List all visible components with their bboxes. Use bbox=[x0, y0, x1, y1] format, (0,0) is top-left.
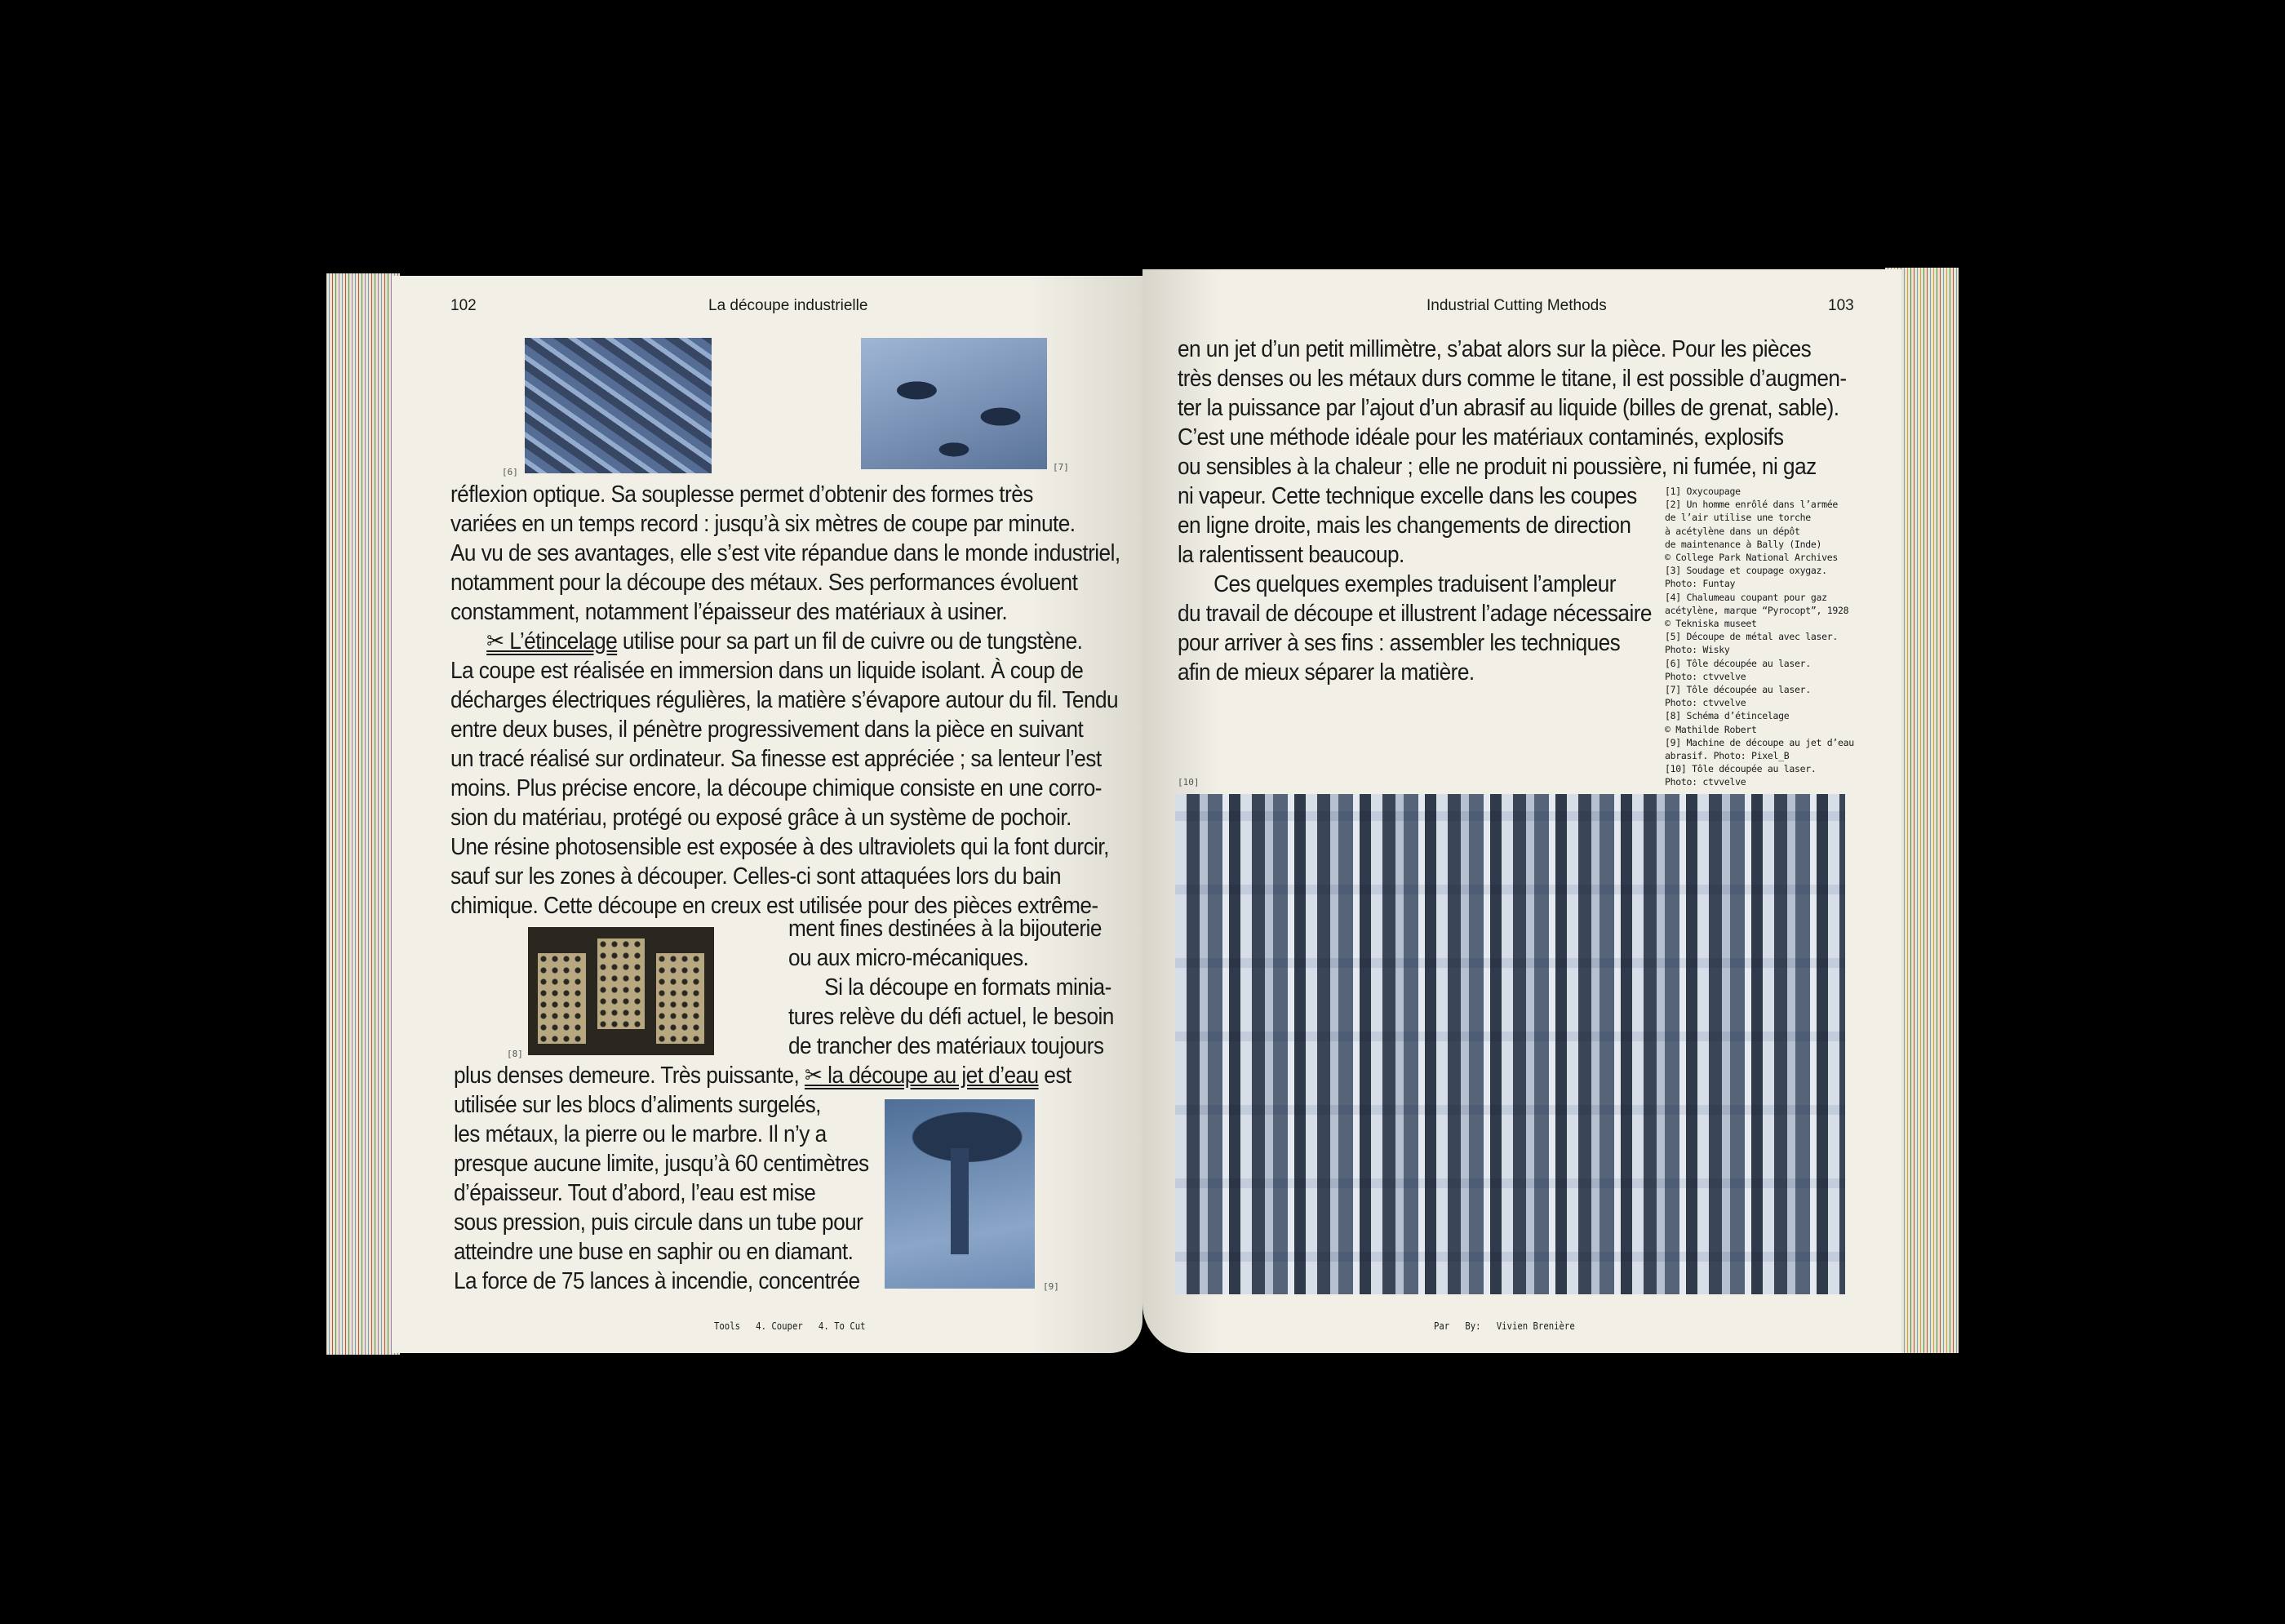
caption-line: [10] Tôle découpée au laser. bbox=[1665, 763, 1817, 775]
caption-line: [6] Tôle découpée au laser. bbox=[1665, 657, 1811, 669]
text-line: sous pression, puis circule dans un tube pour bbox=[454, 1209, 863, 1236]
caption-line: de l’air utilise une torche bbox=[1665, 512, 1811, 524]
running-head-left: La découpe industrielle bbox=[708, 297, 868, 314]
footer-left: Tools 4. Couper 4. To Cut bbox=[714, 1320, 866, 1332]
caption-line: Photo: ctvvelve bbox=[1665, 776, 1746, 788]
text-line: utilisée sur les blocs d’aliments surgelés, bbox=[454, 1092, 821, 1118]
text-line: un tracé réalisé sur ordinateur. Sa finesse est appréciée ; sa lenteur l’est bbox=[450, 746, 1102, 772]
text-line: ment fines destinées à la bijouterie bbox=[788, 916, 1102, 942]
text-line: en un jet d’un petit millimètre, s’abat alors sur la pièce. Pour les pièces bbox=[1178, 336, 1812, 362]
caption-line: [9] Machine de découpe au jet d’eau bbox=[1665, 736, 1854, 748]
text-line: ni vapeur. Cette technique excelle dans les coupes bbox=[1178, 483, 1637, 509]
text-line: la ralentissent beaucoup. bbox=[1178, 542, 1404, 568]
text-line: variées en un temps record : jusqu’à six mètres de coupe par minute. bbox=[450, 511, 1076, 537]
page-edges-left bbox=[326, 273, 400, 1355]
text-line: ou sensibles à la chaleur ; elle ne produit ni poussière, ni fumée, ni gaz bbox=[1178, 454, 1817, 480]
text-line bbox=[454, 1061, 1072, 1090]
caption-line: de maintenance à Bally (Inde) bbox=[1665, 538, 1822, 550]
figure-captions bbox=[1665, 485, 1854, 789]
running-head-right: Industrial Cutting Methods bbox=[1426, 297, 1607, 314]
text-line: du travail de découpe et illustrent l’adage nécessaire bbox=[1178, 601, 1652, 627]
text-line: atteindre une buse en saphir ou en diamant. bbox=[454, 1239, 854, 1265]
text-line: presque aucune limite, jusqu’à 60 centimètres bbox=[454, 1151, 869, 1177]
figure-6-laser-sheet bbox=[525, 338, 712, 473]
text-line: en ligne droite, mais les changements de direction bbox=[1178, 512, 1631, 539]
text-line: C’est une méthode idéale pour les matériaux contaminés, explosifs bbox=[1178, 424, 1784, 450]
text-span: plus denses demeure. Très puissante, bbox=[454, 1063, 805, 1089]
text-line: afin de mieux séparer la matière. bbox=[1178, 659, 1475, 686]
page-number-right: 103 bbox=[1828, 297, 1854, 314]
text-line: notamment pour la découpe des métaux. Ses performances évoluent bbox=[450, 570, 1078, 596]
page-number-left: 102 bbox=[450, 297, 477, 314]
caption-line: [1] Oxycoupage bbox=[1665, 486, 1741, 497]
caption-line: acétylène, marque “Pyrocopt”, 1928 bbox=[1665, 604, 1849, 616]
text-span: est bbox=[1038, 1063, 1072, 1089]
text-line: pour arriver à ses fins : assembler les techniques bbox=[1178, 630, 1621, 656]
text-line: très denses ou les métaux durs comme le titane, il est possible d’augmen- bbox=[1178, 366, 1847, 392]
text-line: entre deux buses, il pénètre progressivement dans la pièce en suivant bbox=[450, 717, 1084, 743]
caption-line: © College Park National Archives bbox=[1665, 552, 1838, 564]
text-line: décharges électriques régulières, la matière s’évapore autour du fil. Tendu bbox=[450, 687, 1119, 713]
text-line: de trancher des matériaux toujours bbox=[788, 1033, 1104, 1059]
text-line: ou aux micro-mécaniques. bbox=[788, 945, 1029, 971]
text-line: tures relève du défi actuel, le besoin bbox=[788, 1004, 1114, 1030]
text-line: les métaux, la pierre ou le marbre. Il n’y a bbox=[454, 1121, 827, 1147]
fig-label-6: [6] bbox=[502, 467, 518, 477]
caption-line: Photo: Wisky bbox=[1665, 644, 1730, 656]
caption-line: Photo: Funtay bbox=[1665, 578, 1736, 590]
caption-line: [5] Découpe de métal avec laser. bbox=[1665, 631, 1838, 643]
caption-line: © Tekniska museet bbox=[1665, 618, 1757, 630]
text-line: moins. Plus précise encore, la découpe chimique consiste en une corro- bbox=[450, 775, 1102, 801]
caption-line: [2] Un homme enrôlé dans l’armée bbox=[1665, 499, 1838, 511]
text-line: sauf sur les zones à découper. Celles-ci sont attaquées lors du bain bbox=[450, 863, 1062, 890]
figure-10-laser-cut-sheets bbox=[1175, 794, 1845, 1294]
text-line: Si la découpe en formats minia- bbox=[824, 974, 1111, 1001]
text-line: Ces quelques exemples traduisent l’ampleur bbox=[1213, 571, 1616, 597]
caption-line: Photo: ctvvelve bbox=[1665, 697, 1746, 709]
text-line: La coupe est réalisée en immersion dans un liquide isolant. À coup de bbox=[450, 658, 1084, 684]
text-line: sion du matériau, protégé ou exposé grâce à un système de pochoir. bbox=[450, 805, 1072, 831]
link-jet-eau[interactable]: ✂ la découpe au jet d’eau bbox=[804, 1063, 1039, 1089]
caption-line: © Mathilde Robert bbox=[1665, 723, 1757, 735]
text-span: utilise pour sa part un fil de cuivre ou de tungstène. bbox=[617, 628, 1083, 654]
text-line: constamment, notamment l’épaisseur des matériaux à usiner. bbox=[450, 599, 1008, 625]
left-body-text-c bbox=[788, 914, 1114, 1061]
figure-8-spark-erosion-diagram bbox=[528, 927, 714, 1055]
fig-label-10: [10] bbox=[1178, 777, 1200, 788]
caption-line: [7] Tôle découpée au laser. bbox=[1665, 684, 1811, 696]
footer-right: Par By: Vivien Brenière bbox=[1434, 1320, 1575, 1332]
caption-line: à acétylène dans un dépôt bbox=[1665, 525, 1800, 537]
text-line bbox=[450, 627, 1120, 656]
left-body-text-a bbox=[450, 480, 1120, 921]
fig-label-8: [8] bbox=[507, 1049, 523, 1059]
caption-line: abrasif. Photo: Pixel_B bbox=[1665, 750, 1790, 762]
fig-label-9: [9] bbox=[1043, 1281, 1059, 1292]
figure-7-laser-sheet bbox=[861, 338, 1047, 469]
text-line: chimique. Cette découpe en creux est utilisée pour des pièces extrême- bbox=[450, 893, 1098, 919]
text-line: réflexion optique. Sa souplesse permet d’obtenir des formes très bbox=[450, 481, 1033, 508]
link-etincelage[interactable]: ✂ L’étincelage bbox=[486, 628, 618, 654]
text-line: Une résine photosensible est exposée à des ultraviolets qui la font durcir, bbox=[450, 834, 1109, 860]
fig-label-7: [7] bbox=[1053, 462, 1069, 473]
figure-9-waterjet-machine bbox=[885, 1099, 1035, 1289]
caption-line: [3] Soudage et coupage oxygaz. bbox=[1665, 565, 1827, 577]
caption-line: [8] Schéma d’étincelage bbox=[1665, 710, 1790, 722]
text-line: ter la puissance par l’ajout d’un abrasif au liquide (billes de grenat, sable). bbox=[1178, 395, 1839, 421]
text-line: Au vu de ses avantages, elle s’est vite répandue dans le monde industriel, bbox=[450, 540, 1120, 566]
text-line: La force de 75 lances à incendie, concentrée bbox=[454, 1268, 860, 1294]
caption-line: Photo: ctvvelve bbox=[1665, 670, 1746, 682]
caption-line: [4] Chalumeau coupant pour gaz bbox=[1665, 591, 1827, 603]
text-line: d’épaisseur. Tout d’abord, l’eau est mise bbox=[454, 1180, 816, 1206]
